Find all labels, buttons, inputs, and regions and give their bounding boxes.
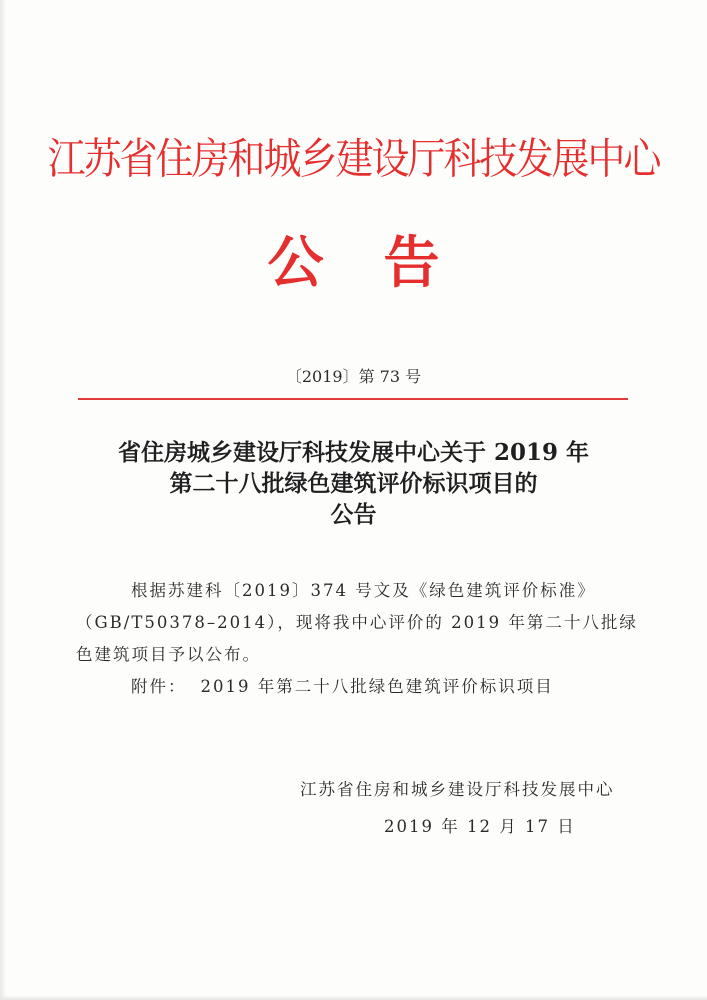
notice-body	[76, 575, 638, 703]
body-paragraph-line-2: （GB/T50378–2014），现将我中心评价的 2019 年第二十八批绿	[76, 613, 638, 632]
issue-date: 2019 年 12 月 17 日	[384, 817, 576, 836]
red-divider-rule	[78, 398, 628, 400]
notice-subject	[0, 437, 707, 530]
issuer-signature: 江苏省住房和城乡建设厅科技发展中心	[300, 780, 615, 799]
attachment-line	[97, 671, 627, 703]
body-paragraph-line-3: 色建筑项目予以公布。	[76, 645, 261, 664]
document-number: 〔2019〕第 73 号	[285, 367, 422, 386]
subject-line-2: 第二十八批绿色建筑评价标识项目的	[169, 470, 538, 497]
attachment-title: 2019 年第二十八批绿色建筑评价标识项目	[200, 677, 554, 696]
organization-header: 江苏省住房和城乡建设厅科技发展中心	[47, 134, 660, 184]
attachment-label: 附件：	[131, 677, 187, 696]
subject-line-3: 公告	[330, 501, 377, 528]
notice-title: 公告	[267, 230, 500, 296]
body-paragraph-line-1: 根据苏建科〔2019〕374 号文及《绿色建筑评价标准》	[131, 581, 596, 600]
subject-line-1: 省住房城乡建设厅科技发展中心关于 2019 年	[117, 439, 590, 466]
scan-edge-bottom	[0, 995, 707, 1000]
